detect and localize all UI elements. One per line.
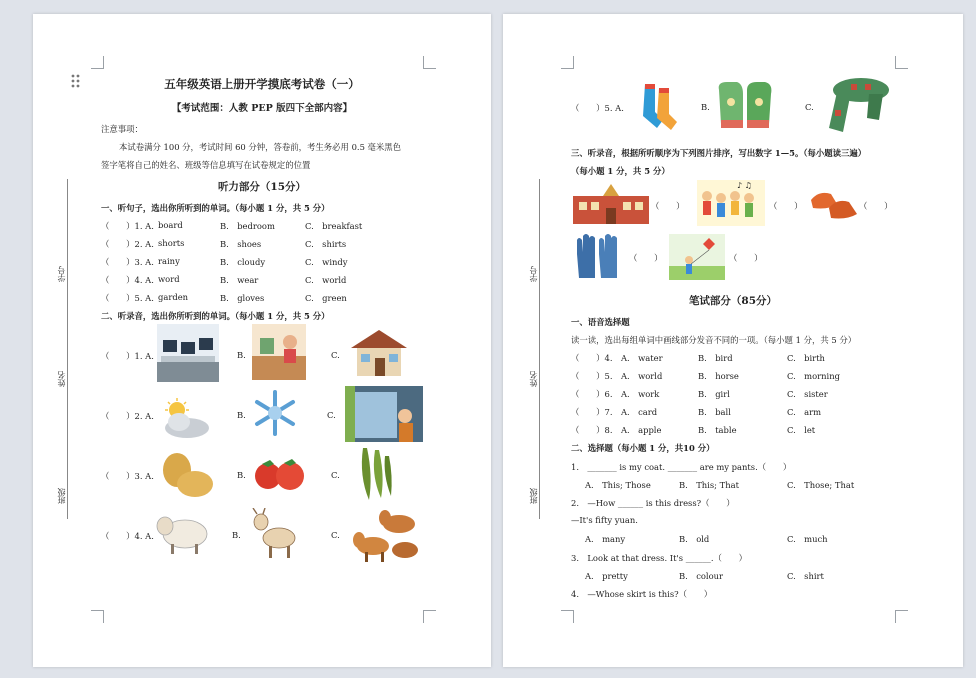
- crop-mark: [91, 56, 104, 69]
- exam-scope: 【考试范围：人教 PEP 版四下全部内容】: [171, 103, 353, 114]
- option-b: B. girl: [698, 389, 730, 399]
- binding-label-class: 班级: [529, 488, 538, 504]
- option-b: B. This; That: [679, 480, 739, 490]
- option-c: C. windy: [305, 257, 348, 267]
- option-b: B. horse: [698, 371, 739, 381]
- question-number: （ ）1. A.: [101, 351, 154, 361]
- option-b-label: B.: [232, 530, 241, 540]
- section2-heading: 二、听录音，选出你所听到的单词。（每小题 1 分，共 5 分）: [101, 311, 330, 321]
- option-c: C. shirt: [787, 571, 824, 581]
- question-number: （ ）8.: [571, 425, 613, 435]
- question-number: （ ）2. A.: [101, 411, 154, 421]
- question-number: （ ）1. A.: [101, 221, 154, 231]
- question-number: （ ）5.: [571, 371, 613, 381]
- question-3: 3. Look at that dress. It's ______.（ ）: [571, 553, 748, 563]
- question-number: （ ）5. A.: [101, 293, 154, 303]
- option-a: A. apple: [621, 425, 662, 435]
- window-snow-image: [345, 386, 423, 442]
- binding-label-name: 姓名: [57, 371, 66, 387]
- question-number: （ ）7.: [571, 407, 613, 417]
- option-c: C. world: [305, 275, 347, 285]
- crop-mark: [895, 610, 908, 623]
- beans-image: [357, 446, 395, 502]
- option-c: C. breakfast: [305, 221, 363, 231]
- notice-line: 本试卷满分 100 分，考试时间 60 分钟，答卷前，考生务必用 0.5 毫米黑色: [119, 142, 402, 152]
- sheep-image: [153, 508, 211, 556]
- question-number: （ ）3. A.: [101, 471, 154, 481]
- children-singing-image: [697, 180, 765, 226]
- question-number: （ ）2. A.: [101, 239, 154, 249]
- option-c: C. sister: [787, 389, 828, 399]
- order-blank[interactable]: （ ）: [729, 253, 763, 263]
- document-page-1: [33, 14, 491, 667]
- option-a: A. many: [585, 534, 626, 544]
- option-b: B. colour: [679, 571, 724, 581]
- section3-heading: 三、听录音，根据所听顺序为下列图片排序，写出数字 1—5。（每小题读三遍）: [571, 148, 867, 158]
- shoes-image: [809, 180, 859, 222]
- option-a: A. world: [621, 371, 663, 381]
- kite-flying-image: [669, 234, 725, 280]
- document-page-2: [503, 14, 963, 667]
- binding-line: [67, 179, 68, 519]
- order-blank[interactable]: （ ）: [651, 201, 685, 211]
- house-image: [347, 324, 411, 380]
- option-b: B. ball: [698, 407, 731, 417]
- goat-image: [247, 508, 301, 560]
- snowflake-image: [250, 388, 300, 438]
- option-a: rainy: [158, 256, 180, 266]
- option-a: board: [158, 220, 183, 230]
- option-a: A. card: [621, 407, 658, 417]
- question-2: 2. —How ______ is this dress?（ ）: [571, 498, 735, 508]
- exam-title: 五年级英语上册开学摸底考试卷（一）: [164, 77, 360, 91]
- option-c-label: C.: [331, 470, 340, 480]
- option-b: B. bedroom: [220, 221, 275, 231]
- option-c: C. morning: [787, 371, 840, 381]
- option-b: B. cloudy: [220, 257, 266, 267]
- option-c-label: C.: [331, 530, 340, 540]
- crop-mark: [561, 610, 574, 623]
- tomatoes-image: [252, 456, 308, 492]
- option-c: C. green: [305, 293, 347, 303]
- phonics-instruction: 读一读，选出每组单词中画线部分发音不同的一项。（每小题 1 分，共 5 分）: [571, 335, 857, 345]
- option-b: B. wear: [220, 275, 259, 285]
- option-c: C. Those; That: [787, 480, 855, 490]
- option-c: C. arm: [787, 407, 822, 417]
- option-c: C. shirts: [305, 239, 347, 249]
- horses-image: [347, 504, 423, 564]
- option-a: garden: [158, 292, 189, 302]
- binding-label-student-id: 学号: [57, 266, 66, 282]
- option-c: C. much: [787, 534, 828, 544]
- notice-label: 注意事项：: [101, 124, 143, 134]
- option-b-label: B.: [237, 470, 246, 480]
- section1-heading: 一、听句子，选出你所听到的单词。（每小题 1 分，共 5 分）: [101, 203, 330, 213]
- crop-mark: [423, 56, 436, 69]
- binding-line: [539, 179, 540, 519]
- option-a: word: [158, 274, 180, 284]
- option-b: B. table: [698, 425, 737, 435]
- option-b: B. shoes: [220, 239, 262, 249]
- gloves-image: [573, 232, 623, 284]
- notice-line: 签字笔将自己的姓名、班级等信息填写在试卷规定的位置: [101, 160, 311, 170]
- question-number: （ ）4. A.: [101, 275, 154, 285]
- option-c-label: C.: [805, 102, 814, 112]
- question-number: （ ）6.: [571, 389, 613, 399]
- option-b-label: B.: [237, 410, 246, 420]
- order-blank[interactable]: （ ）: [859, 201, 893, 211]
- cloudy-sun-image: [157, 398, 213, 444]
- option-c: C. birth: [787, 353, 825, 363]
- question-4: 4. —Whose skirt is this?（ ）: [571, 589, 713, 599]
- listening-heading: 听力部分（15分）: [217, 181, 307, 193]
- option-a: shorts: [158, 238, 185, 248]
- svg-text:♪ ♫: ♪ ♫: [737, 181, 752, 190]
- question-number: （ ）5. A.: [571, 103, 624, 113]
- question-2-answer: —It's fifty yuan.: [571, 515, 638, 525]
- option-a: A. water: [621, 353, 663, 363]
- question-number: （ ）3. A.: [101, 257, 154, 267]
- office-image: [252, 324, 306, 380]
- order-blank[interactable]: （ ）: [769, 201, 803, 211]
- socks-image: [639, 82, 679, 132]
- option-b: B. old: [679, 534, 710, 544]
- written-heading: 笔试部分（85分）: [688, 295, 778, 307]
- crop-mark: [895, 56, 908, 69]
- crop-mark: [423, 610, 436, 623]
- question-number: （ ）4. A.: [101, 531, 154, 541]
- option-c-label: C.: [331, 350, 340, 360]
- phonics-heading: 一、语音选择题: [571, 317, 630, 327]
- option-a: A. This; Those: [585, 480, 651, 490]
- option-c-label: C.: [327, 410, 336, 420]
- binding-label-student-id: 学号: [529, 266, 538, 282]
- potatoes-image: [157, 450, 215, 502]
- order-blank[interactable]: （ ）: [629, 253, 663, 263]
- crop-mark: [561, 56, 574, 69]
- binding-label-name: 姓名: [529, 371, 538, 387]
- crop-mark: [91, 610, 104, 623]
- computer-room-image: [157, 324, 219, 382]
- option-b: B. bird: [698, 353, 733, 363]
- option-c: C. let: [787, 425, 816, 435]
- mittens-image: [713, 80, 775, 136]
- school-image: [573, 182, 649, 224]
- section3-subheading: （每小题 1 分，共 5 分）: [571, 166, 670, 176]
- choice-heading: 二、选择题（每小题 1 分，共10 分）: [571, 443, 715, 453]
- binding-label-class: 班级: [57, 488, 66, 504]
- question-1: 1. _______ is my coat. _______ are my pants.（ ）: [571, 462, 792, 472]
- option-b-label: B.: [701, 102, 710, 112]
- option-a: A. work: [621, 389, 660, 399]
- question-number: （ ）4.: [571, 353, 613, 363]
- option-b-label: B.: [237, 350, 246, 360]
- option-a: A. pretty: [585, 571, 628, 581]
- option-b: B. gloves: [220, 293, 265, 303]
- scarf-image: [821, 70, 893, 140]
